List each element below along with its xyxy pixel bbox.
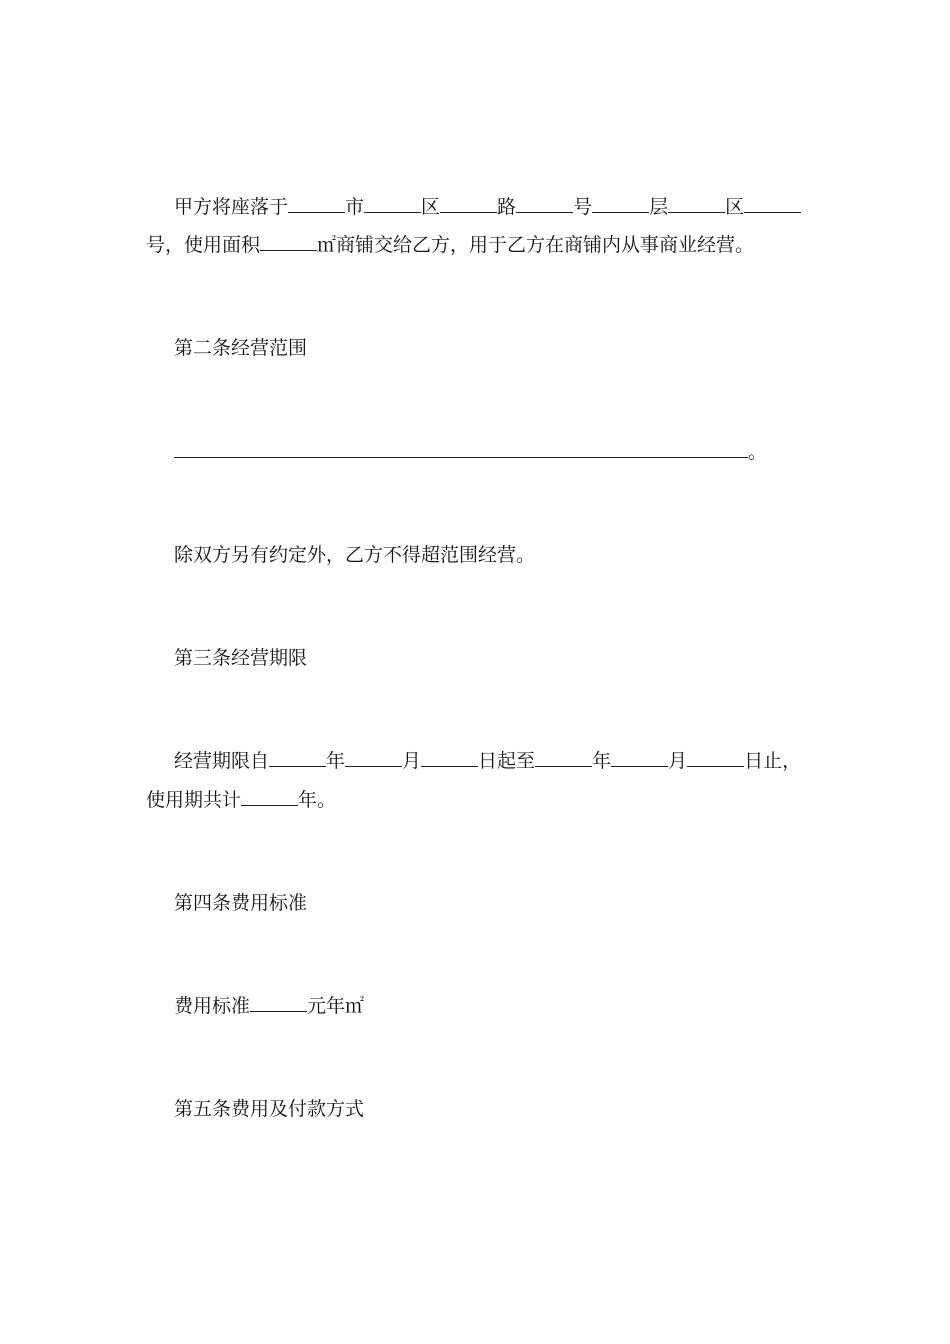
- blank-field-fee[interactable]: [250, 993, 307, 1012]
- text: ㎡商铺交给乙方，用于乙方在商铺内从事商业经营。: [317, 234, 755, 256]
- blank-field-number[interactable]: [516, 194, 573, 213]
- text: 费用标准: [174, 995, 251, 1017]
- text: 日起至: [478, 750, 536, 772]
- blank-field-city[interactable]: [288, 194, 345, 213]
- blank-field-area-zone[interactable]: [668, 194, 725, 213]
- paragraph-premises-line2: [146, 232, 754, 258]
- blank-field-area[interactable]: [260, 232, 317, 251]
- text: 区: [725, 196, 745, 218]
- text: 年。: [298, 789, 337, 811]
- text: 元年㎡: [307, 995, 365, 1017]
- text: 号: [573, 196, 593, 218]
- paragraph-premises-line1: [174, 194, 801, 220]
- scope-restriction-text: 除双方另有约定外，乙方不得超范围经营。: [174, 544, 536, 566]
- blank-field-road[interactable]: [440, 194, 497, 213]
- text: 月: [668, 750, 688, 772]
- text: 年: [326, 750, 346, 772]
- text: 路: [497, 196, 517, 218]
- article-3-heading: 第三条经营期限: [174, 647, 308, 669]
- blank-field-end-month[interactable]: [611, 748, 668, 767]
- article-4-heading: 第四条费用标准: [174, 892, 308, 914]
- text: 市: [345, 196, 365, 218]
- text: 区: [421, 196, 441, 218]
- text: 经营期限自: [174, 750, 270, 772]
- term-line2: [146, 787, 336, 813]
- text: 日止，: [744, 750, 802, 772]
- blank-field-end-day[interactable]: [687, 748, 744, 767]
- blank-field-start-month[interactable]: [345, 748, 402, 767]
- text: 年: [592, 750, 612, 772]
- text: 号，使用面积: [146, 234, 261, 256]
- blank-field-start-year[interactable]: [269, 748, 326, 767]
- text: 。: [748, 441, 768, 463]
- blank-field-business-scope[interactable]: [174, 439, 748, 458]
- text: 层: [649, 196, 669, 218]
- business-scope-line: [174, 439, 767, 465]
- text: 月: [402, 750, 422, 772]
- blank-field-total-years[interactable]: [241, 787, 298, 806]
- article-5-heading: 第五条费用及付款方式: [174, 1098, 365, 1120]
- text: 甲方将座落于: [174, 196, 289, 218]
- text: 使用期共计: [146, 789, 242, 811]
- fee-standard-line: [174, 993, 364, 1019]
- article-2-heading: 第二条经营范围: [174, 337, 308, 359]
- term-line1: [174, 748, 801, 774]
- blank-field-start-day[interactable]: [421, 748, 478, 767]
- blank-field-floor[interactable]: [592, 194, 649, 213]
- blank-field-unit[interactable]: [744, 194, 801, 213]
- blank-field-district[interactable]: [364, 194, 421, 213]
- blank-field-end-year[interactable]: [535, 748, 592, 767]
